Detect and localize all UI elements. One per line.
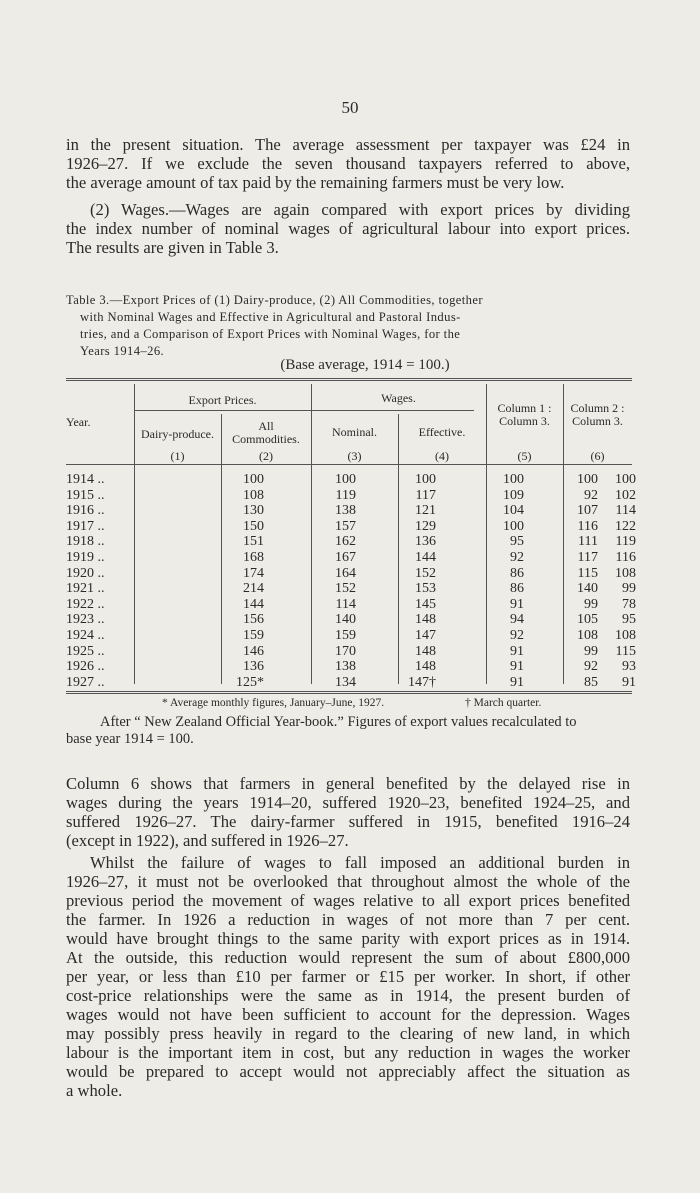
table-cell: 167 bbox=[335, 550, 356, 565]
text-line: would have brought things to the same parity with export prices as in 1914. bbox=[66, 929, 630, 948]
table-cell: 100 bbox=[577, 472, 598, 487]
text-line: the farmer. In 1926 a reduction in wages of not more than 7 per cent. bbox=[66, 910, 630, 929]
text-line: would be prepared to accept would not appreciably affect the situation as bbox=[66, 1062, 630, 1081]
col6-header: Column 2 : Column 3. bbox=[570, 401, 625, 428]
table-cell: 116 bbox=[577, 518, 598, 534]
text-line: may possibly press heavily in regard to the clearing of new land, in which bbox=[66, 1024, 630, 1043]
paragraph-wages-burden bbox=[66, 853, 630, 1100]
text-line: cost-price relationships were the same as in 1914, the present burden of bbox=[66, 986, 630, 1005]
source-line: base year 1914 = 100. bbox=[66, 731, 194, 747]
text-line: wages during the years 1914–20, suffered 1920–23, benefited 1924–25, and bbox=[66, 793, 630, 812]
table-cell: 129 bbox=[415, 518, 436, 534]
text-line: previous period the movement of wages relative to all export prices benefited bbox=[66, 891, 630, 910]
table-cell: 114 bbox=[335, 596, 356, 612]
table-cell: 164 bbox=[335, 565, 356, 581]
col-num: (4) bbox=[435, 449, 449, 463]
col-num: (2) bbox=[259, 449, 273, 463]
table-cell: 151 bbox=[243, 534, 264, 550]
table-cell: 144 bbox=[415, 550, 436, 565]
table-cell: 159 bbox=[335, 628, 356, 643]
rule bbox=[66, 464, 632, 465]
table-cell: 111 bbox=[578, 534, 598, 550]
text-line: suffered 1926–27. The dairy-farmer suffered in 1915, benefited 1916–24 bbox=[66, 812, 630, 831]
table-cell: 134 bbox=[335, 674, 356, 690]
text-line: a whole. bbox=[66, 1081, 123, 1100]
table-cell: 115 bbox=[577, 565, 598, 581]
paragraph-tax bbox=[66, 135, 630, 192]
rule bbox=[66, 378, 632, 379]
text-line: Column 6 shows that farmers in general benefited by the delayed rise in bbox=[66, 774, 630, 793]
rule bbox=[134, 410, 474, 411]
col-num: (3) bbox=[347, 449, 362, 463]
table-cell: 91 bbox=[510, 674, 524, 690]
text-line: (2) Wages.—Wages are again compared with export prices by dividing bbox=[90, 200, 630, 219]
rule bbox=[66, 693, 632, 694]
table-row-year: 1918 .. bbox=[66, 534, 105, 550]
text-line: labour is the important item in cost, but any reduction in wages the worker bbox=[66, 1043, 630, 1062]
table-cell: 100 bbox=[503, 472, 524, 487]
export-prices-header: Export Prices. bbox=[188, 393, 257, 407]
rule bbox=[66, 691, 632, 692]
table-cell: 109 bbox=[503, 487, 524, 503]
table-cell: 130 bbox=[243, 503, 264, 519]
table-cell: 119 bbox=[335, 487, 356, 503]
table-cell: 116 bbox=[615, 550, 636, 565]
data-table bbox=[66, 378, 636, 694]
table-cell: 92 bbox=[510, 628, 524, 643]
table-cell: 95 bbox=[510, 534, 524, 550]
table-row-year: 1917 .. bbox=[66, 518, 105, 534]
table-row-year: 1914 .. bbox=[66, 472, 105, 487]
table-cell: 147† bbox=[408, 674, 436, 690]
table-cell: 92 bbox=[584, 487, 598, 503]
table-row-year: 1916 .. bbox=[66, 503, 105, 519]
table-cell: 148 bbox=[415, 659, 436, 675]
caption-line: Table 3.—Export Prices of (1) Dairy-produce, (2) All Commodities, together bbox=[66, 293, 483, 307]
all-commodities-header: All Commodities. bbox=[232, 419, 300, 446]
table-cell: 117 bbox=[577, 550, 598, 565]
table-cell: 78 bbox=[622, 596, 636, 612]
caption-line: with Nominal Wages and Effective in Agricultural and Pastoral Indus- bbox=[80, 310, 461, 324]
table-cell: 122 bbox=[615, 518, 636, 534]
source-line: After “ New Zealand Official Year-book.” Figures of export values recalculated to bbox=[100, 714, 577, 730]
nominal-header: Nominal. bbox=[332, 425, 377, 439]
footnote-dagger: † March quarter. bbox=[465, 697, 542, 709]
table-cell: 108 bbox=[243, 487, 264, 503]
text-line: 1926–27. If we exclude the seven thousand taxpayers referred to above, bbox=[66, 154, 630, 173]
table-cell: 138 bbox=[335, 659, 356, 675]
table-cell: 140 bbox=[577, 581, 598, 597]
table-cell: 99 bbox=[584, 596, 598, 612]
caption-line: tries, and a Comparison of Export Prices with Nominal Wages, for the bbox=[80, 327, 461, 341]
table-cell: 145 bbox=[415, 596, 436, 612]
table-cell: 136 bbox=[415, 534, 436, 550]
text-line: Whilst the failure of wages to fall imposed an additional burden in bbox=[90, 853, 630, 872]
col5-header: Column 1 : Column 3. bbox=[497, 401, 552, 428]
table-cell: 104 bbox=[503, 503, 524, 519]
col-num: (1) bbox=[170, 449, 185, 463]
table-cell: 94 bbox=[510, 612, 524, 628]
table-cell: 114 bbox=[615, 503, 636, 519]
text-line: wages would not have been sufficient to account for the depression. Wages bbox=[66, 1005, 630, 1024]
table-cell: 146 bbox=[243, 643, 264, 659]
table-cell: 108 bbox=[615, 565, 636, 581]
table-cell: 136 bbox=[243, 659, 264, 675]
table-cell: 121 bbox=[415, 503, 436, 519]
table-cell: 148 bbox=[415, 612, 436, 628]
table-row-year: 1921 .. bbox=[66, 581, 105, 597]
table-row-year: 1927 .. bbox=[66, 674, 105, 690]
table-cell: 108 bbox=[577, 628, 598, 643]
wages-header: Wages. bbox=[381, 391, 416, 405]
table-caption bbox=[66, 292, 632, 360]
table-cell: 91 bbox=[510, 643, 524, 659]
table-cell: 100 bbox=[503, 518, 524, 534]
table-cell: 152 bbox=[335, 581, 356, 597]
table-cell: 168 bbox=[243, 550, 264, 565]
table-cell: 91 bbox=[510, 659, 524, 675]
table-cell: 144 bbox=[243, 596, 264, 612]
table-cell: 152 bbox=[415, 565, 436, 581]
text-line: The results are given in Table 3. bbox=[66, 238, 279, 257]
table-cell: 153 bbox=[415, 581, 436, 597]
page-number: 50 bbox=[341, 98, 359, 117]
caption-line: Years 1914–26. bbox=[80, 344, 165, 358]
footnote-star: * Average monthly figures, January–June, 1927. bbox=[162, 697, 385, 709]
paragraph-column6 bbox=[66, 774, 630, 850]
paragraph-wages bbox=[66, 200, 630, 257]
table-cell: 140 bbox=[335, 612, 356, 628]
table-cell: 99 bbox=[584, 643, 598, 659]
table-cell: 115 bbox=[615, 643, 636, 659]
year-header: Year. bbox=[66, 415, 91, 429]
table-row-year: 1920 .. bbox=[66, 565, 105, 581]
table-cell: 92 bbox=[584, 659, 598, 675]
table-cell: 86 bbox=[510, 581, 524, 597]
table-cell: 99 bbox=[622, 581, 636, 597]
text-line: the average amount of tax paid by the remaining farmers must be very low. bbox=[66, 173, 565, 192]
table-cell: 91 bbox=[622, 674, 636, 690]
table-cell: 117 bbox=[415, 487, 436, 503]
table-cell: 86 bbox=[510, 565, 524, 581]
table-cell: 100 bbox=[415, 472, 436, 487]
text-line: the index number of nominal wages of agricultural labour into export prices. bbox=[66, 219, 630, 238]
col-num: (6) bbox=[590, 449, 605, 463]
table-cell: 92 bbox=[510, 550, 524, 565]
table-cell: 119 bbox=[615, 534, 636, 550]
table-row-year: 1919 .. bbox=[66, 550, 105, 565]
table-cell: 93 bbox=[622, 659, 636, 675]
table-cell: 174 bbox=[243, 565, 264, 581]
table-row-year: 1923 .. bbox=[66, 612, 105, 628]
table-cell: 162 bbox=[335, 534, 356, 550]
table-cell: 147 bbox=[415, 628, 436, 643]
table-cell: 125* bbox=[236, 674, 264, 690]
table-cell: 138 bbox=[335, 503, 356, 519]
table-cell: 100 bbox=[335, 472, 356, 487]
table-row-year: 1915 .. bbox=[66, 487, 105, 503]
table-cell: 100 bbox=[615, 472, 636, 487]
source-note bbox=[66, 714, 632, 748]
table-row-year: 1925 .. bbox=[66, 643, 105, 659]
text-line: (except in 1922), and suffered in 1926–27. bbox=[66, 831, 349, 850]
table-cell: 100 bbox=[243, 472, 264, 487]
dairy-header: Dairy-produce. bbox=[141, 427, 214, 441]
table-cell: 150 bbox=[243, 518, 264, 534]
table-cell: 102 bbox=[615, 487, 636, 503]
table-row-year: 1926 .. bbox=[66, 659, 105, 675]
table-cell: 157 bbox=[335, 518, 356, 534]
table-cell: 159 bbox=[243, 628, 264, 643]
table-cell: 214 bbox=[243, 581, 264, 597]
text-line: per year, or less than £10 per farmer or £15 per worker. In short, if other bbox=[66, 967, 630, 986]
table-cell: 85 bbox=[584, 674, 598, 690]
text-line: At the outside, this reduction would represent the sum of about £800,000 bbox=[66, 948, 630, 967]
effective-header: Effective. bbox=[418, 425, 466, 439]
text-line: in the present situation. The average assessment per taxpayer was £24 in bbox=[66, 135, 630, 154]
table-cell: 105 bbox=[577, 612, 598, 628]
table-cell: 108 bbox=[615, 628, 636, 643]
table-row-year: 1924 .. bbox=[66, 628, 105, 643]
base-note: (Base average, 1914 = 100.) bbox=[280, 357, 450, 373]
table-cell: 91 bbox=[510, 596, 524, 612]
col-num: (5) bbox=[517, 449, 532, 463]
table-cell: 95 bbox=[622, 612, 636, 628]
text-line: 1926–27, it must not be overlooked that throughout almost the whole of the bbox=[66, 872, 630, 891]
table-cell: 107 bbox=[577, 503, 598, 519]
table-cell: 170 bbox=[335, 643, 356, 659]
table-cell: 148 bbox=[415, 643, 436, 659]
table-row-year: 1922 .. bbox=[66, 596, 105, 612]
table-cell: 156 bbox=[243, 612, 264, 628]
rule bbox=[66, 380, 632, 381]
